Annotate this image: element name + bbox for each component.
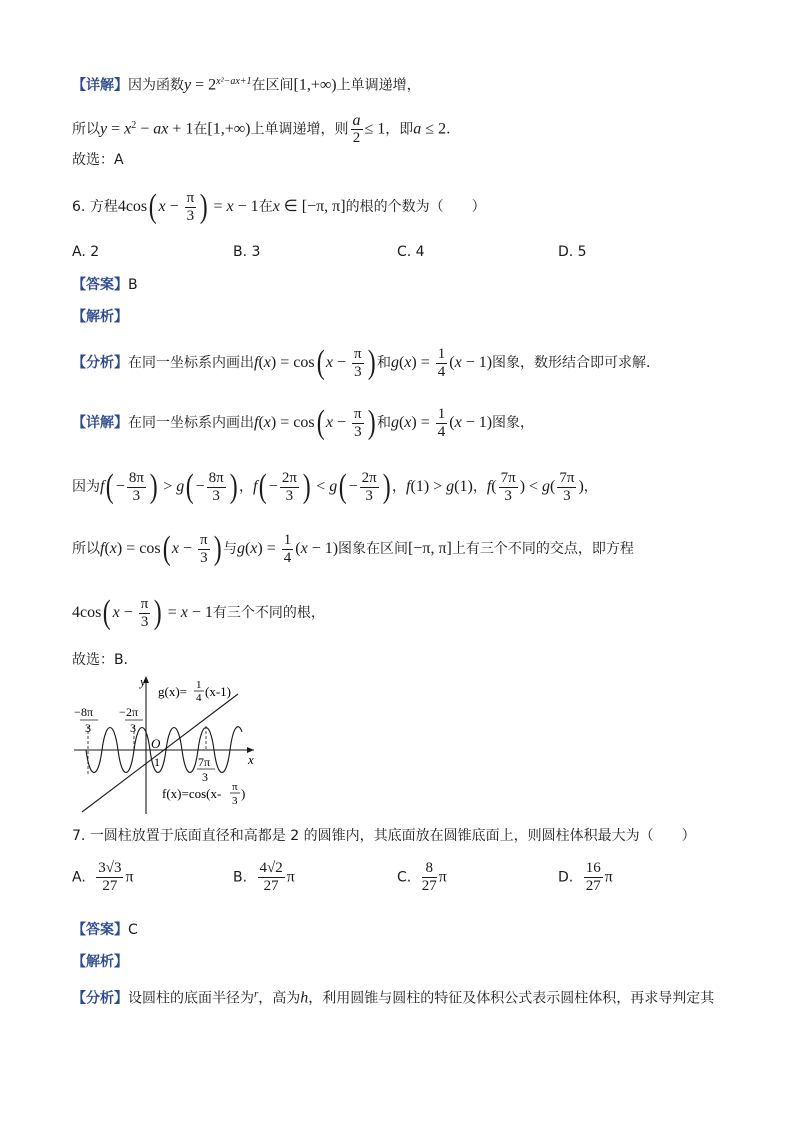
detail1-line2: 所以$y = x^2$ − ax + 1在[1,+∞)上单调递增，则 $\frac{a}{2}$ ≤ 1，即a ≤ 2． xyxy=(72,112,461,147)
label-neg2pi3-num: 2π xyxy=(126,705,139,719)
label-7pi3-den: 3 xyxy=(202,770,208,784)
q7-option-b: B. $\frac{4√2}{27}$ π xyxy=(233,860,295,894)
tick-one: 1 xyxy=(154,755,160,769)
detail-6-line1: 【详解】在同一坐标系内画出f(x) = cos( x − $\frac{\pi}{3}$ ) 和g(x) = $\frac{1}{4}$ (x − 1)图象， xyxy=(72,404,535,441)
label-neg2pi3-den: 3 xyxy=(130,721,136,735)
question-6: 6. 方程4cos( x − $\frac{\pi}{3}$ ) = x − 1在x ∈ [−π, π]的根的个数为（ ） xyxy=(72,188,486,225)
detail-6-line3: 所以f(x) = cos( x − $\frac{\pi}{3}$ ) 与g(x) = $\frac{1}{4}$ (x − 1)图象在区间[−π, π]上有三个不同的交点，即方程 xyxy=(72,530,634,567)
answer-7: 【答案】C xyxy=(72,922,138,938)
jiexi-7: 【解析】 xyxy=(72,954,128,970)
label-neg8pi3-num: 8π xyxy=(81,705,94,719)
x-axis-label: x xyxy=(248,752,254,767)
answer-6: 【答案】B xyxy=(72,277,138,293)
svg-text:3: 3 xyxy=(232,795,238,807)
detail1-line1: 【详解】因为函数$y = 2^{x^2-ax+1}$在区间[1,+∞)上单调递增， xyxy=(72,76,421,94)
q7-option-a: A. $\frac{3√3}{27}$ π xyxy=(72,860,134,894)
svg-text:π: π xyxy=(232,781,238,793)
detail-tag: 【详解】 xyxy=(72,77,128,94)
label-7pi3-num: 7π xyxy=(198,755,211,769)
fraction: $\frac{a}{2}$ xyxy=(352,112,361,147)
svg-text:−: − xyxy=(74,705,81,719)
y-axis-label: y xyxy=(140,674,146,689)
q7-option-d: D. $\frac{16}{27}$ π xyxy=(558,860,613,894)
interval: [1,+∞) xyxy=(293,76,337,94)
f-label-tail: ) xyxy=(241,786,246,801)
analysis-6: 【分析】在同一坐标系内画出f(x) = cos( x − $\frac{\pi}{3}$ ) 和g(x) = $\frac{1}{4}$ (x − 1)图象，数形结合即可求解． xyxy=(72,344,661,381)
jiexi-6: 【解析】 xyxy=(72,309,128,325)
function-graph xyxy=(72,670,262,818)
label-neg8pi3-den: 3 xyxy=(85,721,91,735)
g-label-tail: (x-1) xyxy=(205,684,231,699)
choice-line: 故选：A xyxy=(72,152,124,168)
detail-6-line2: 因为f( − $\frac{8\pi}{3}$ ) > g( − $\frac{8\pi}{3}$ ) ，f( − $\frac{2\pi}{3}$ ) < g( − $\frac{2\pi}{3}$ ) ，f(1) > g(1)，f( $\frac{7\pi}{3}$ ) < g( $\frac{7\pi}{3}$ )， xyxy=(72,468,598,505)
analysis-7: 【分析】设圆柱的底面半径为$^r$，高为h，利用圆锥与圆柱的特征及体积公式表示圆柱体积，再求导判定其 xyxy=(72,988,715,1007)
origin-label: O xyxy=(151,736,161,751)
g-label: g(x)= xyxy=(158,684,187,699)
math-expr: y xyxy=(184,76,192,94)
svg-text:1: 1 xyxy=(196,679,202,691)
choice-6: 故选：B． xyxy=(72,652,138,668)
option-a: A. 2 xyxy=(72,244,100,260)
option-d: D. 5 xyxy=(558,244,587,260)
svg-text:4: 4 xyxy=(196,692,202,704)
option-c: C. 4 xyxy=(397,244,425,260)
option-b: B. 3 xyxy=(233,244,261,260)
q7-option-c: C. $\frac{8}{27}$ π xyxy=(397,860,447,894)
f-label: f(x)=cos(x- xyxy=(162,786,222,801)
svg-text:−: − xyxy=(119,705,126,719)
question-7: 7. 一圆柱放置于底面直径和高都是 2 的圆锥内，其底面放在圆锥底面上，则圆柱体积最大为（ ） xyxy=(72,828,696,844)
detail-6-line4: 4cos( x − $\frac{\pi}{3}$ ) = x − 1有三个不同的根， xyxy=(72,594,325,631)
